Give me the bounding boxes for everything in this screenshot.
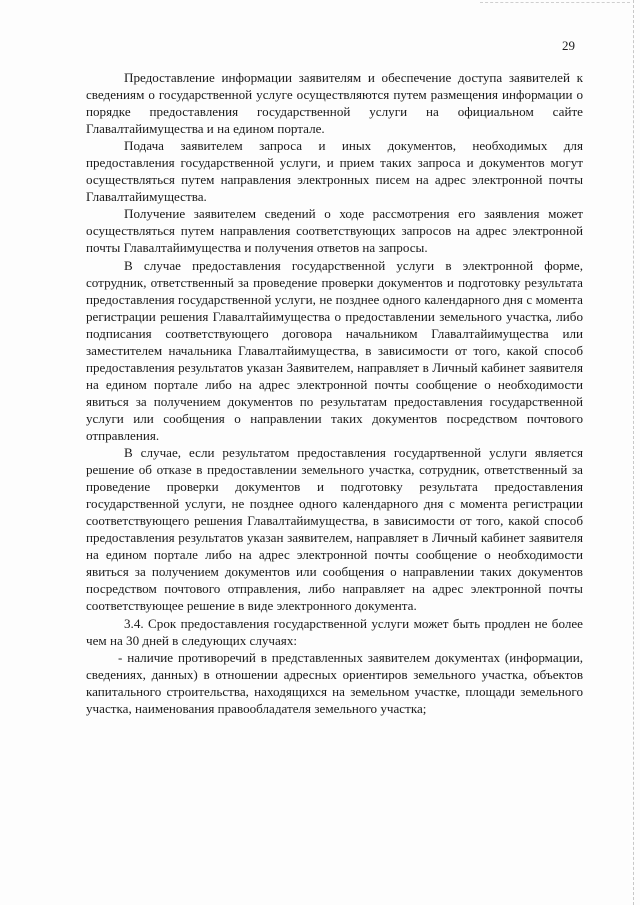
document-body — [86, 69, 583, 717]
paragraph-status-inquiry: Получение заявителем сведений о ходе рассмотрения его заявления может осуществляться путем направления соответствующих запросов на адрес электронной почты Главалтайимущества и получения ответов на запросы. — [86, 206, 583, 256]
paragraph-information-access: Предоставление информации заявителям и обеспечение доступа заявителей к сведениям о государственной услуге осуществляются путем размещения информации о порядке предоставления государственной услуги на официальном сайте Главалтайимущества и на едином портале. — [86, 70, 583, 137]
paragraph-electronic-result: В случае предоставления государственной услуги в электронной форме, сотрудник, ответственный за проведение проверки документов и подготовку результата предоставления государственной услуги, не позднее одного календарного дня с момента регистрации решения Главалтайимущества о предоставлении земельного участка, либо подписания соответствующего договора начальником Главалтайимущества или заместителем начальника Главалтайимущества, в зависимости от того, какой способ предоставления результатов указан Заявителем, направляет в Личный кабинет заявителя на едином портале либо на адрес электронной почты сообщение о необходимости явиться за получением документов по результатам предоставления государственной услуги или сообщения о направлении таких документов посредством почтового отправления. — [86, 257, 583, 443]
paragraph-term-extension: 3.4. Срок предоставления государственной услуги может быть продлен не более чем на 30 дней в следующих случаях: — [86, 615, 583, 648]
scan-edge-right — [632, 0, 634, 905]
list-item-contradictions: - наличие противоречий в представленных заявителем документах (информации, сведениях, данных) в отношении адресных ориентиров земельного участка, объектов капитального строительства, находящихся на земельном участке, площади земельного участка, наименования правообладателя земельного участка; — [86, 649, 583, 716]
page-number: 29 — [562, 38, 575, 53]
paragraph-refusal-result: В случае, если результатом предоставления государтвенной услуги является решение об отказе в предоставлении земельного участка, сотрудник, ответственный за проведение проверки документов и подготовку результата предоставления государственной услуги, не позднее одного календарного дня с момента регистрации соответствующего решения Главалтайимущества, в зависимости от того, какой способ предоставления результатов указан заявителем, направляет в Личный кабинет заявителя на едином портале либо на адрес электронной почты сообщение о необходимости явиться за получением документов или сообщения о направлении таких документов посредством почтового отправления, либо направляет на адрес электронной почты соответствующее решение в виде электронного документа. — [86, 445, 583, 614]
paragraph-request-submission: Подача заявителем запроса и иных документов, необходимых для предоставления государственной услуги, и прием таких запроса и документов могут осуществляться путем направления электронных писем на адрес электронной почты Главалтайимущества. — [86, 138, 583, 205]
scan-edge-top — [480, 2, 630, 4]
